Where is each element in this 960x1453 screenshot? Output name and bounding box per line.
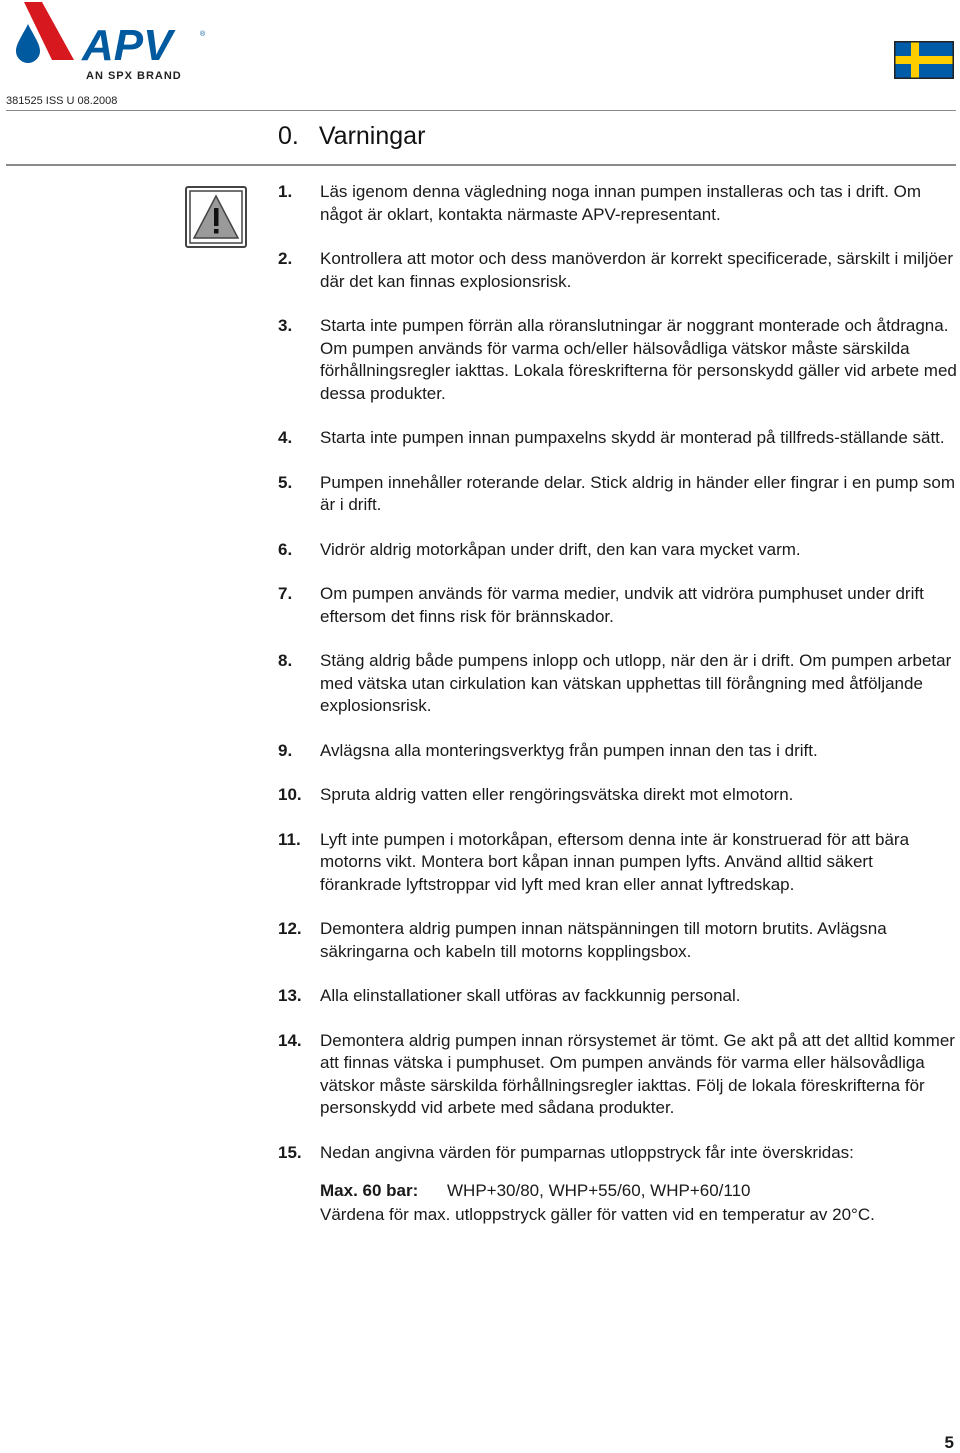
item-number: 7. [278,584,293,603]
registered-mark: ® [200,31,206,38]
document-code: 381525 ISS U 08.2008 [6,95,118,107]
section-title-text: Varningar [318,122,426,150]
max-pressure-label: Max. 60 bar: [320,1181,419,1200]
max-pressure-note: Värdena för max. utloppstryck gäller för vatten vid en temperatur av 20°C. [320,1205,875,1224]
apv-logo [4,0,214,84]
item-number: 13. [278,986,302,1005]
logo-drop-shape [16,24,40,63]
item-text: Avlägsna alla monteringsverktyg från pumpen innan den tas i drift. [320,740,818,760]
list-item [278,583,958,628]
item-number: 12. [278,919,302,938]
list-item [278,650,958,718]
list-item [278,829,958,897]
item-number: 8. [278,651,293,670]
list-item [278,539,958,562]
max-pressure-line [320,1179,958,1203]
item-text: Spruta aldrig vatten eller rengöringsvätska direkt mot elmotorn. [320,785,794,804]
item-text: Starta inte pumpen förrän alla röranslutningar är noggrant monterade och åtdragna. Om pumpen används för varma och/eller hälsovådliga vätskor måste särskilda förhållningsregler iakttas. Lokala föreskrifterna för personskydd gäller vid arbete med dessa produkter. [320,316,957,403]
list-item [278,784,958,807]
warning-list [278,181,958,1249]
title-divider [6,164,956,166]
item-text: Läs igenom denna vägledning noga innan pumpen installeras och tas i drift. Om något är oklart, kontakta närmaste APV-representant. [320,182,922,224]
item-text: Pumpen innehåller roterande delar. Stick aldrig in händer eller fingrar i en pump som är i drift. [320,472,956,514]
item-text: Starta inte pumpen innan pumpaxelns skydd är monterad på tillfreds-ställande sätt. [320,428,945,447]
item-number: 10. [278,785,302,804]
logo-tagline: AN SPX BRAND [86,70,182,82]
item-text: Stäng aldrig både pumpens inlopp och utlopp, när den är i drift. Om pumpen arbetar med vätska utan cirkulation kan vätskan upphettas till förångning med åtföljande explosionsrisk. [320,651,952,715]
item-text: Demontera aldrig pumpen innan nätspänningen till motorn brutits. Avlägsna säkringarna och kabeln till motorns kopplingsbox. [320,919,887,961]
list-item [278,427,958,450]
list-item [278,472,958,517]
item-text: Vidrör aldrig motorkåpan under drift, den kan vara mycket varm. [320,539,801,559]
list-item [278,1030,958,1120]
item-text: Lyft inte pumpen i motorkåpan, eftersom denna inte är konstruerad för att bära motorns vikt. Montera bort kåpan innan pumpen lyfts. Använd alltid säkert förankrade lyftstroppar vid lyft med kran eller annat lyftredskap. [320,829,910,894]
item-number: 4. [278,428,293,447]
list-item [278,315,958,405]
page-number: 5 [944,1433,954,1452]
item-number: 11. [278,829,301,849]
item-text-block [320,1142,958,1228]
item-text: Demontera aldrig pumpen innan rörsystemet är tömt. Ge akt på att det alltid kommer att finnas vätska i pumphuset. Om pumpen används för varma eller hälsovådliga vätskor måste särskilda förhållningsregler iakttas. Följ de lokala föreskrifterna för personskydd vid arbete med sådana produkter. [320,1030,955,1117]
max-pressure-models: WHP+30/80, WHP+55/60, WHP+60/110 [447,1181,751,1200]
item-number: 15. [278,1142,302,1162]
item-text: Nedan angivna värden för pumparnas utloppstryck får inte överskridas: [320,1142,854,1162]
header-divider [6,110,956,111]
list-item [278,1142,958,1228]
item-number: 9. [278,740,293,760]
item-text: Alla elinstallationer skall utföras av fackkunnig personal. [320,986,741,1005]
exclamation-warning-icon [185,186,247,248]
item-number: 3. [278,316,293,335]
list-item [278,181,958,226]
item-number: 1. [278,182,293,201]
item-text: Om pumpen används för varma medier, undvik att vidröra pumphuset under drift eftersom det finns risk för brännskador. [320,584,924,626]
section-title [278,122,425,151]
item-number: 14. [278,1030,302,1050]
list-item [278,740,958,763]
list-item [278,985,958,1008]
apv-logo-icon [4,0,214,84]
item-number: 5. [278,472,293,492]
item-number: 6. [278,539,293,559]
list-item [278,248,958,293]
sweden-flag-icon [894,41,954,79]
logo-brand-text: APV [82,21,173,70]
item-number: 2. [278,249,293,268]
section-number: 0. [278,122,299,150]
item-text: Kontrollera att motor och dess manöverdon är korrekt specificerade, särskilt i miljöer där det kan finnas explosionsrisk. [320,249,954,291]
list-item [278,918,958,963]
